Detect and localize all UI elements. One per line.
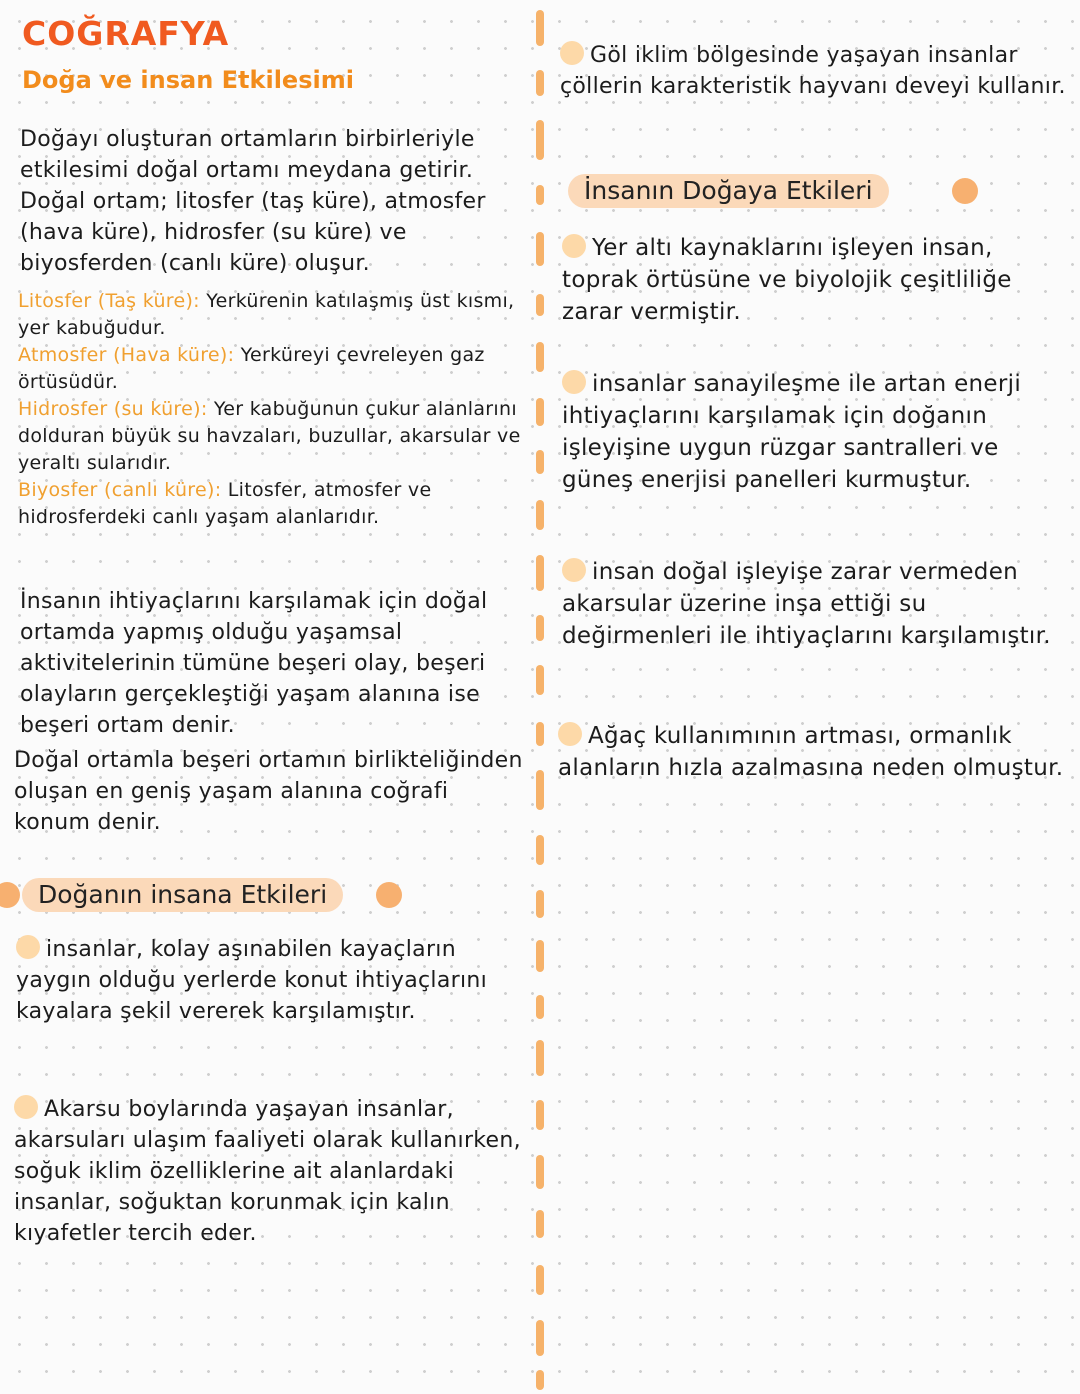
- bullet-text: Göl iklim bölgesinde yaşayan insanlar çöllerin karakteristik hayvanı deveyi kullanır.: [560, 43, 1066, 99]
- bullet-dot-icon: [562, 234, 586, 258]
- heading-dot-icon: [952, 178, 978, 204]
- list-item: [14, 1094, 526, 1249]
- bullet-text: insanlar, kolay aşınabilen kayaçların yaygın olduğu yerlerde konut ihtiyaçlarını kayalara şekil vererek karşılamıştır.: [16, 937, 488, 1024]
- cografi-konum-paragraph: Doğal ortamla beşeri ortamın birlikteliğinden oluşan en geniş yaşam alanına coğrafi konum denir.: [14, 748, 523, 835]
- definition-term: Litosfer (Taş küre):: [18, 290, 200, 312]
- definition-term: Biyosfer (canlı küre):: [18, 479, 222, 501]
- definition-text: Yerküreyi çevreleyen gaz örtüsüdür.: [18, 344, 485, 393]
- bullet-dot-icon: [16, 935, 40, 959]
- list-item: [16, 934, 528, 1027]
- bullet-dot-icon: [560, 41, 584, 65]
- bullet-text: insan doğal işleyişe zarar vermeden akarsular üzerine inşa ettiği su değirmenleri ile ihtiyaçlarını karşılamıştır.: [562, 559, 1051, 649]
- heading-dot-icon: [376, 882, 402, 908]
- list-item: [562, 368, 1070, 496]
- definition-atmosfer: [18, 342, 526, 396]
- bullet-dot-icon: [14, 1095, 38, 1119]
- list-item: [560, 40, 1070, 102]
- column-divider: [536, 10, 544, 1390]
- beseri-paragraph: İnsanın ihtiyaçlarını karşılamak için doğal ortamda yapmış olduğu yaşamsal aktivitelerinin tümüne beşeri olay, beşeri olayların gerçekleştiği yaşam alanına ise beşeri ortam denir.: [20, 589, 488, 738]
- bullet-text: insanlar sanayileşme ile artan enerji ihtiyaçlarını karşılamak için doğanın işleyişine uygun rüzgar santralleri ve güneş enerjisi panelleri kurmuştur.: [562, 371, 1022, 493]
- definition-hidrosfer: [18, 396, 526, 477]
- bullet-text: Yer altı kaynaklarını işleyen insan, toprak örtüsüne ve biyolojik çeşitliliğe zarar vermiştir.: [562, 235, 1012, 325]
- page-title: COĞRAFYA: [22, 14, 230, 53]
- bullet-dot-icon: [562, 370, 586, 394]
- list-item: [562, 556, 1070, 652]
- definition-text: Yer kabuğunun çukur alanlarını dolduran büyük su havzaları, buzullar, akarsular ve yeraltı sularıdır.: [18, 398, 521, 474]
- heading-dot-icon: [0, 882, 20, 908]
- bullet-dot-icon: [558, 722, 582, 746]
- bullet-text: Ağaç kullanımının artması, ormanlık alanların hızla azalmasına neden olmuştur.: [558, 723, 1064, 781]
- bullet-text: Akarsu boylarında yaşayan insanlar, akarsuları ulaşım faaliyeti olarak kullanırken, soğuk iklim özelliklerine ait alanlardaki insanlar, soğuktan korunmak için kalın kıyafetler tercih eder.: [14, 1097, 521, 1246]
- definitions-list: [18, 288, 526, 531]
- definition-biyosfer: [18, 477, 526, 531]
- page-subtitle: Doğa ve insan Etkilesimi: [22, 66, 354, 94]
- definition-text: Litosfer, atmosfer ve hidrosferdeki canlı yaşam alanlarıdır.: [18, 479, 432, 528]
- section-heading-insanin-dogaya: İnsanın Doğaya Etkileri: [568, 174, 889, 208]
- definition-text: Yerkürenin katılaşmış üst kısmı, yer kabuğudur.: [18, 290, 515, 339]
- bullet-dot-icon: [562, 558, 586, 582]
- intro-paragraph: Doğayı oluşturan ortamların birbirleriyle etkilesimi doğal ortamı meydana getirir. Doğal ortam; litosfer (taş küre), atmosfer (hava küre), hidrosfer (su küre) ve biyosferden (canlı küre) oluşur.: [20, 127, 486, 276]
- section-heading-doganin-insana: Doğanın insana Etkileri: [22, 878, 343, 912]
- definition-litosfer: [18, 288, 526, 342]
- definition-term: Hidrosfer (su küre):: [18, 398, 208, 420]
- list-item: [562, 232, 1070, 328]
- list-item: [558, 720, 1070, 784]
- definition-term: Atmosfer (Hava küre):: [18, 344, 235, 366]
